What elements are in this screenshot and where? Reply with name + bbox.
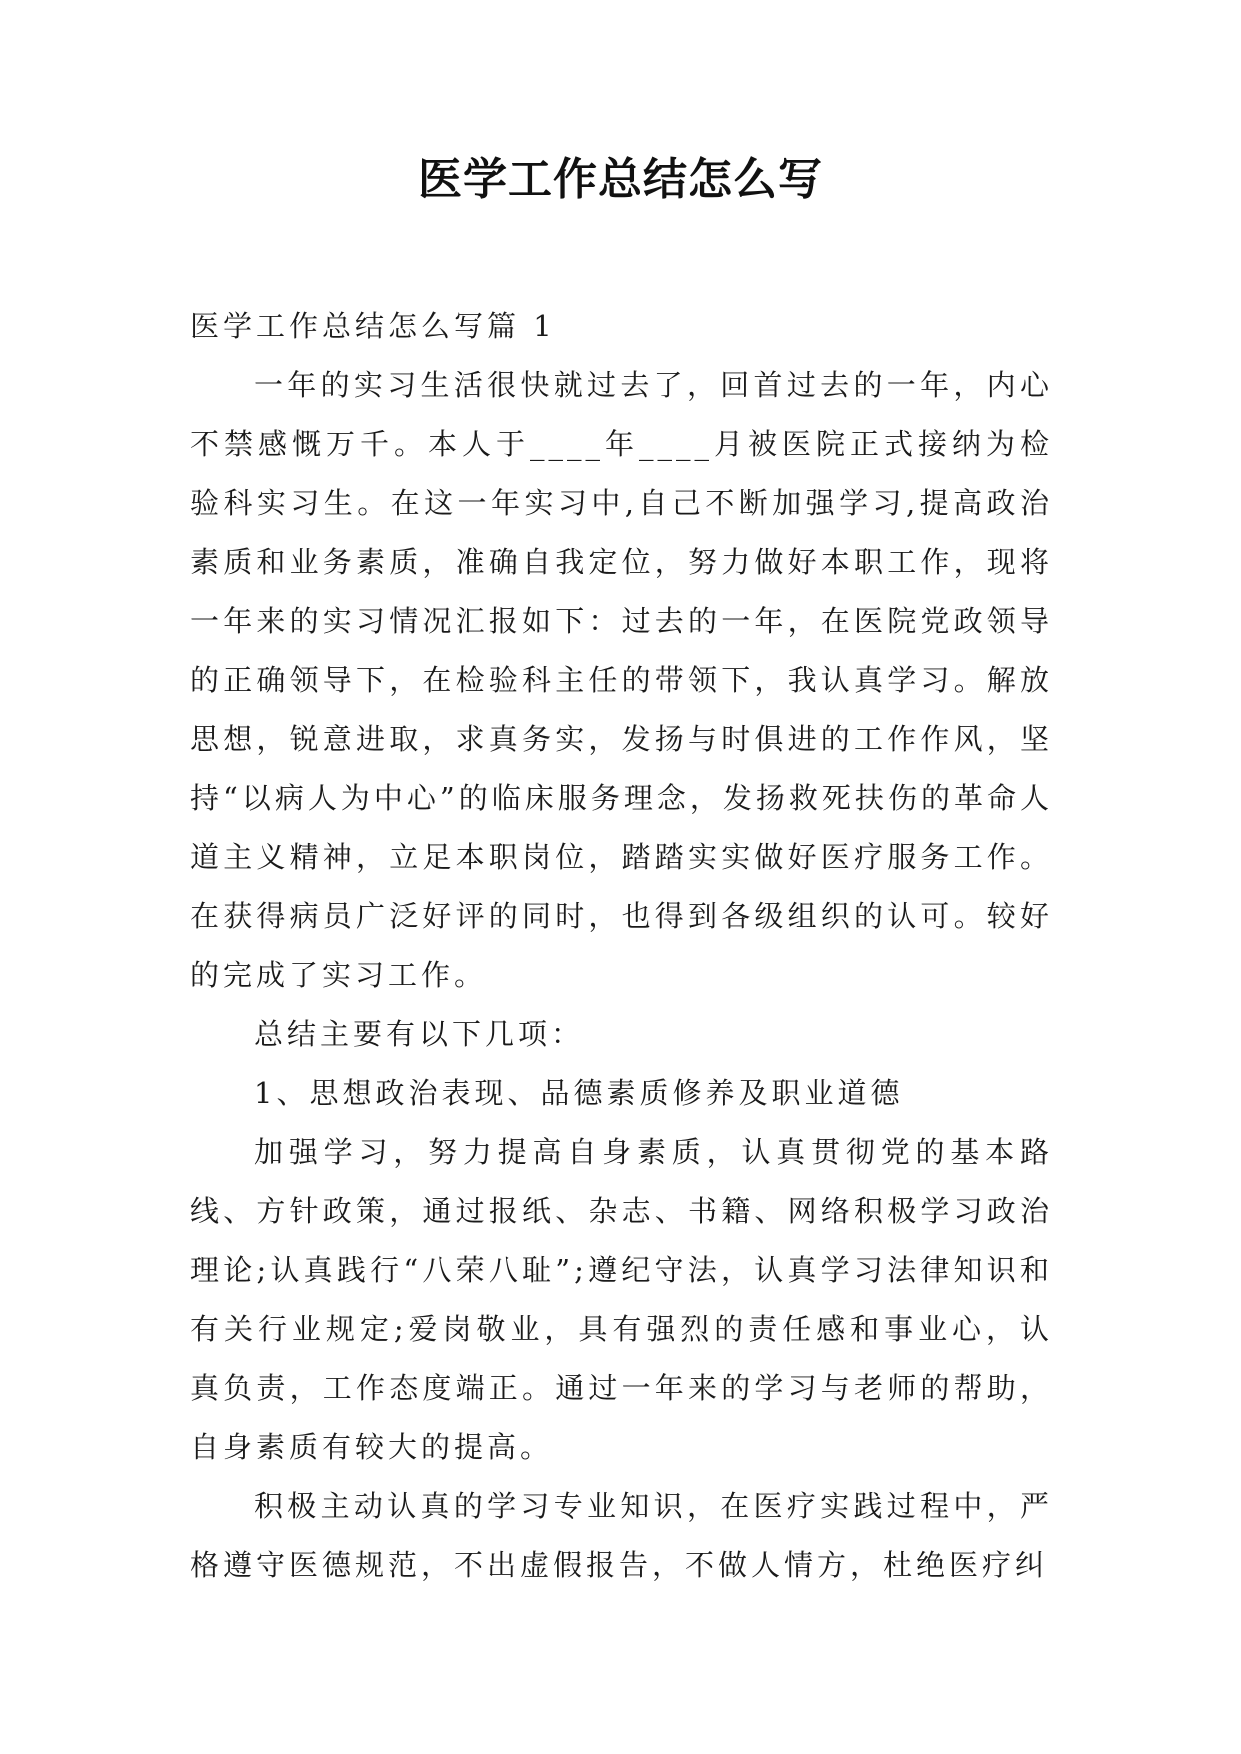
paragraph-study: 加强学习，努力提高自身素质，认真贯彻党的基本路线、方针政策，通过报纸、杂志、书籍、网络积极学习政治理论;认真践行“八荣八耻”;遵纪守法，认真学习法律知识和有关行业规定;爱岗敬业，具有强烈的责任感和事业心，认真负责，工作态度端正。通过一年来的学习与老师的帮助，自身素质有较大的提高。 — [190, 1135, 1053, 1464]
section-heading: 医学工作总结怎么写篇 1 — [190, 309, 556, 343]
paragraph-intro: 一年的实习生活很快就过去了，回首过去的一年，内心不禁感慨万千。本人于____年____月被医院正式接纳为检验科实习生。在这一年实习中,自己不断加强学习,提高政治素质和业务素质，准确自我定位，努力做好本职工作，现将一年来的实习情况汇报如下：过去的一年，在医院党政领导的正确领导下，在检验科主任的带领下，我认真学习。解放思想，锐意进取，求真务实，发扬与时俱进的工作作风，坚持“以病人为中心”的临床服务理念，发扬救死扶伤的革命人道主义精神，立足本职岗位，踏踏实实做好医疗服务工作。在获得病员广泛好评的同时，也得到各级组织的认可。较好的完成了实习工作。 — [190, 368, 1053, 992]
paragraph-summary-lead: 总结主要有以下几项： — [254, 1017, 585, 1051]
paragraph-practice: 积极主动认真的学习专业知识，在医疗实践过程中，严格遵守医德规范，不出虚假报告，不做人情方，杜绝医疗纠 — [190, 1489, 1053, 1582]
paragraph-item-1-heading: 1、思想政治表现、品德素质修养及职业道德 — [254, 1076, 904, 1110]
document-body — [190, 297, 1053, 1595]
document-title: 医学工作总结怎么写 — [418, 154, 823, 205]
